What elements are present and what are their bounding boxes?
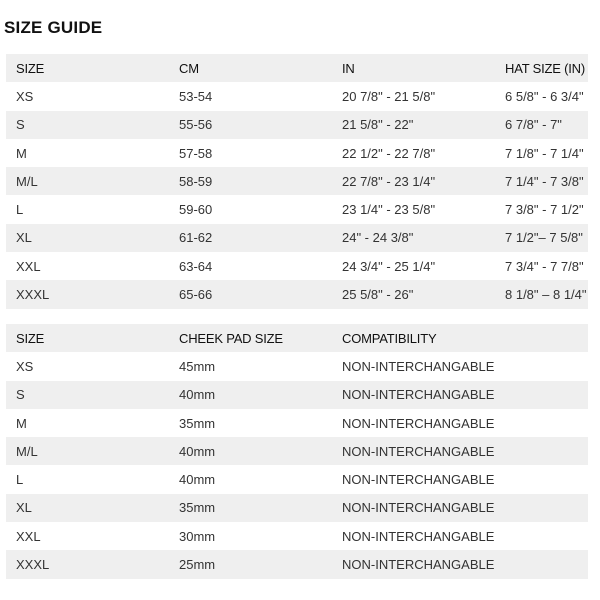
cm-cell: 63-64 xyxy=(179,258,213,274)
table-row xyxy=(6,465,588,493)
cheek-pad-size-cell: 40mm xyxy=(169,381,332,409)
table-row xyxy=(6,224,588,252)
hat-size-cell: 6 7/8" - 7" xyxy=(495,111,588,139)
compatibility-cell: NON-INTERCHANGABLE xyxy=(342,415,495,431)
size-cell: M xyxy=(16,415,27,431)
cheek-table-header-row xyxy=(6,324,588,352)
size-cell: XXL xyxy=(16,528,41,544)
size-cell: S xyxy=(6,111,169,139)
hat-size-cell: 7 1/8" - 7 1/4" xyxy=(505,145,584,161)
hat-size-cell: 7 3/8" - 7 1/2" xyxy=(505,202,584,218)
in-cell: 24" - 24 3/8" xyxy=(332,224,495,252)
compatibility-cell: NON-INTERCHANGABLE xyxy=(332,381,588,409)
size-cell: M xyxy=(16,145,27,161)
size-cell: XL xyxy=(6,224,169,252)
cm-cell: 59-60 xyxy=(179,202,213,218)
cheek-pad-size-cell: 40mm xyxy=(169,437,332,465)
hat-size-cell: 8 1/8" – 8 1/4" xyxy=(495,280,588,308)
table-row xyxy=(6,494,588,522)
compatibility-cell: NON-INTERCHANGABLE xyxy=(342,472,495,488)
in-cell: 22 7/8" - 23 1/4" xyxy=(332,167,495,195)
table-row xyxy=(6,252,588,280)
size-cell: XL xyxy=(6,494,169,522)
cm-cell: 57-58 xyxy=(179,145,213,161)
compatibility-cell: NON-INTERCHANGABLE xyxy=(342,528,495,544)
table-row xyxy=(6,111,588,139)
cm-cell: 53-54 xyxy=(179,88,213,104)
cheek-pad-size-cell: 40mm xyxy=(179,472,216,488)
cm-header: CM xyxy=(169,54,332,82)
size-cell: L xyxy=(16,472,24,488)
size-header: SIZE xyxy=(6,54,169,82)
table-row xyxy=(6,82,588,110)
cheek-pad-size-cell: 25mm xyxy=(169,550,332,578)
compatibility-cell: NON-INTERCHANGABLE xyxy=(332,437,588,465)
cm-cell: 58-59 xyxy=(169,167,332,195)
compatibility-header: COMPATIBILITY xyxy=(332,324,588,352)
compatibility-cell: NON-INTERCHANGABLE xyxy=(332,550,588,578)
size-table xyxy=(6,54,588,309)
compatibility-cell: NON-INTERCHANGABLE xyxy=(332,494,588,522)
size-cell: XXL xyxy=(16,258,41,274)
size-cell: M/L xyxy=(6,437,169,465)
compatibility-cell: NON-INTERCHANGABLE xyxy=(342,358,495,374)
in-cell: 20 7/8" - 21 5/8" xyxy=(342,88,436,104)
table-row xyxy=(6,437,588,465)
in-cell: 25 5/8" - 26" xyxy=(332,280,495,308)
table-row xyxy=(6,352,588,380)
cheek-pad-table xyxy=(6,324,588,579)
table-row xyxy=(6,550,588,578)
in-cell: 22 1/2" - 22 7/8" xyxy=(342,145,436,161)
size-header: SIZE xyxy=(6,324,169,352)
cm-cell: 65-66 xyxy=(169,280,332,308)
cheek-pad-size-header: CHEEK PAD SIZE xyxy=(169,324,332,352)
cheek-pad-size-cell: 35mm xyxy=(179,415,216,431)
hat-size-header: HAT SIZE (IN) xyxy=(495,54,588,82)
table-row xyxy=(6,381,588,409)
table-row xyxy=(6,522,588,550)
hat-size-cell: 7 1/2"– 7 5/8" xyxy=(495,224,588,252)
cheek-pad-size-cell: 35mm xyxy=(169,494,332,522)
size-cell: S xyxy=(6,381,169,409)
size-cell: XXXL xyxy=(6,550,169,578)
in-cell: 23 1/4" - 23 5/8" xyxy=(342,202,436,218)
page-title: SIZE GUIDE xyxy=(4,18,103,37)
cm-cell: 55-56 xyxy=(169,111,332,139)
size-cell: M/L xyxy=(6,167,169,195)
size-cell: XXXL xyxy=(6,280,169,308)
table-row xyxy=(6,409,588,437)
cheek-pad-size-cell: 30mm xyxy=(179,528,216,544)
in-header: IN xyxy=(332,54,495,82)
size-cell: XS xyxy=(16,88,34,104)
cm-cell: 61-62 xyxy=(169,224,332,252)
table-row xyxy=(6,195,588,223)
hat-size-cell: 7 1/4" - 7 3/8" xyxy=(495,167,588,195)
in-cell: 21 5/8" - 22" xyxy=(332,111,495,139)
table-row xyxy=(6,139,588,167)
hat-size-cell: 7 3/4" - 7 7/8" xyxy=(505,258,584,274)
table-row xyxy=(6,167,588,195)
cheek-pad-size-cell: 45mm xyxy=(179,358,216,374)
in-cell: 24 3/4" - 25 1/4" xyxy=(342,258,436,274)
hat-size-cell: 6 5/8" - 6 3/4" xyxy=(505,88,584,104)
size-cell: L xyxy=(16,202,24,218)
size-cell: XS xyxy=(16,358,34,374)
table-row xyxy=(6,280,588,308)
size-table-header-row xyxy=(6,54,588,82)
